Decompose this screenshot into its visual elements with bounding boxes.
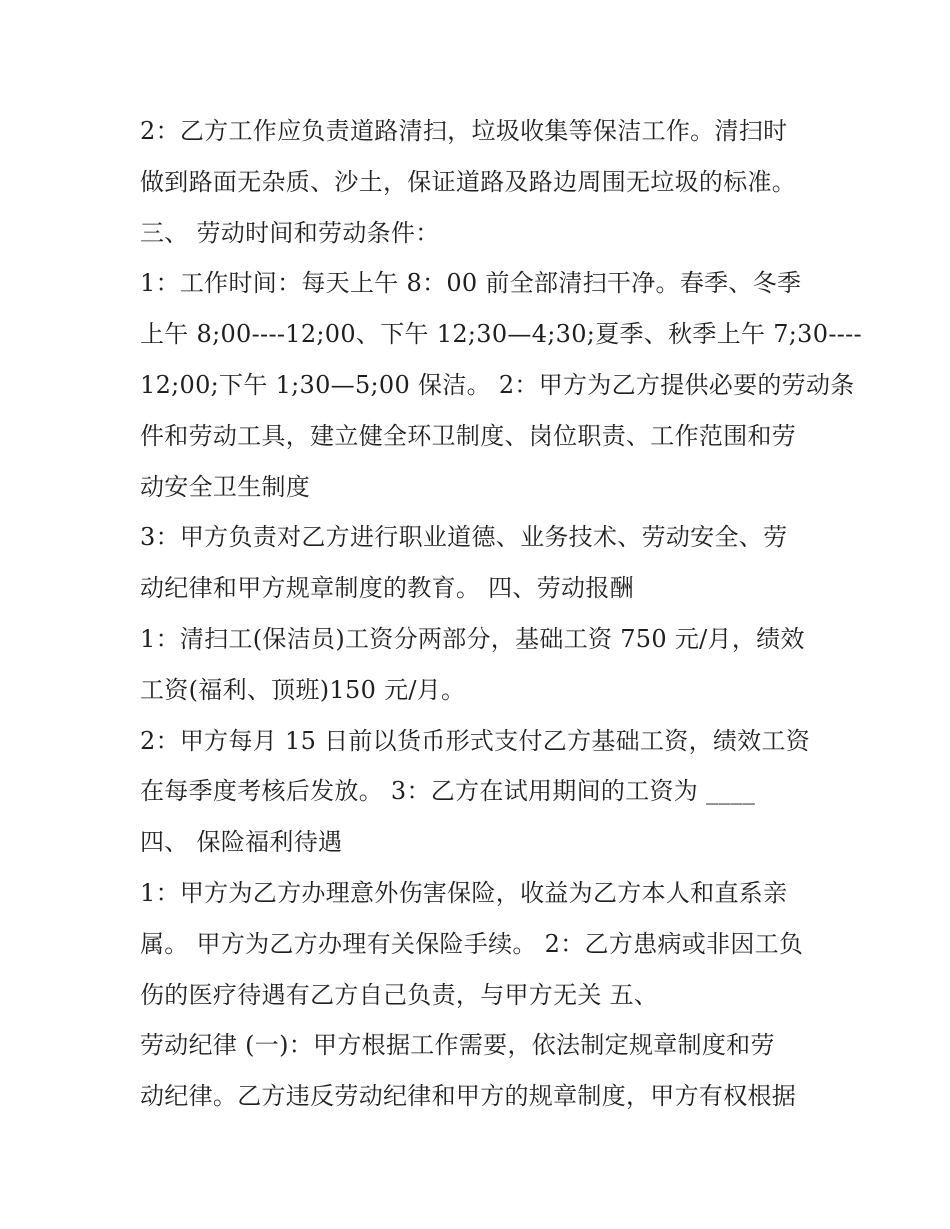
- text-line: 2：甲方每月 15 日前以货币形式支付乙方基础工资，绩效工资: [140, 726, 811, 755]
- text-line: 动纪律。乙方违反劳动纪律和甲方的规章制度，甲方有权根据: [140, 1082, 797, 1111]
- text-line: 工资(福利、顶班)150 元/月。: [140, 675, 466, 704]
- contract-text-body: [140, 106, 862, 1122]
- text-line: 上午 8;00----12;00、下午 12;30—4;30;夏季、秋季上午 7;30----: [140, 320, 862, 349]
- text-line: 属。 甲方为乙方办理有关保险手续。 2：乙方患病或非因工负: [140, 929, 804, 958]
- text-line: 2：乙方工作应负责道路清扫，垃圾收集等保洁工作。清扫时: [140, 117, 788, 145]
- text-line: 12;00;下午 1;30—5;00 保洁。 2：甲方为乙方提供必要的劳动条: [140, 370, 855, 399]
- text-line: 件和劳动工具，建立健全环卫制度、岗位职责、工作范围和劳: [140, 421, 797, 450]
- text-line: 1：清扫工(保洁员)工资分两部分，基础工资 750 元/月，绩效: [140, 624, 805, 653]
- text-line: 动纪律和甲方规章制度的教育。 四、劳动报酬: [140, 574, 634, 603]
- text-line: 劳动纪律 (一)：甲方根据工作需要，依法制定规章制度和劳: [140, 1031, 775, 1060]
- text-line: 在每季度考核后发放。 3：乙方在试用期间的工资为 ____: [140, 777, 756, 806]
- text-line: 1：甲方为乙方办理意外伤害保险，收益为乙方本人和直系亲: [140, 878, 788, 907]
- section-heading: 三、 劳动时间和劳动条件：: [140, 218, 440, 247]
- text-line: 伤的医疗待遇有乙方自己负责，与甲方无关 五、: [140, 980, 659, 1009]
- text-line: 动安全卫生制度: [140, 472, 311, 501]
- text-line: 1：工作时间：每天上午 8：00 前全部清扫干净。春季、冬季: [140, 269, 802, 298]
- section-heading: 四、 保险福利待遇: [140, 828, 343, 857]
- text-line: 做到路面无杂质、沙土，保证道路及路边周围无垃圾的标准。: [140, 167, 797, 196]
- text-line: 3：甲方负责对乙方进行职业道德、业务技术、劳动安全、劳: [140, 523, 788, 552]
